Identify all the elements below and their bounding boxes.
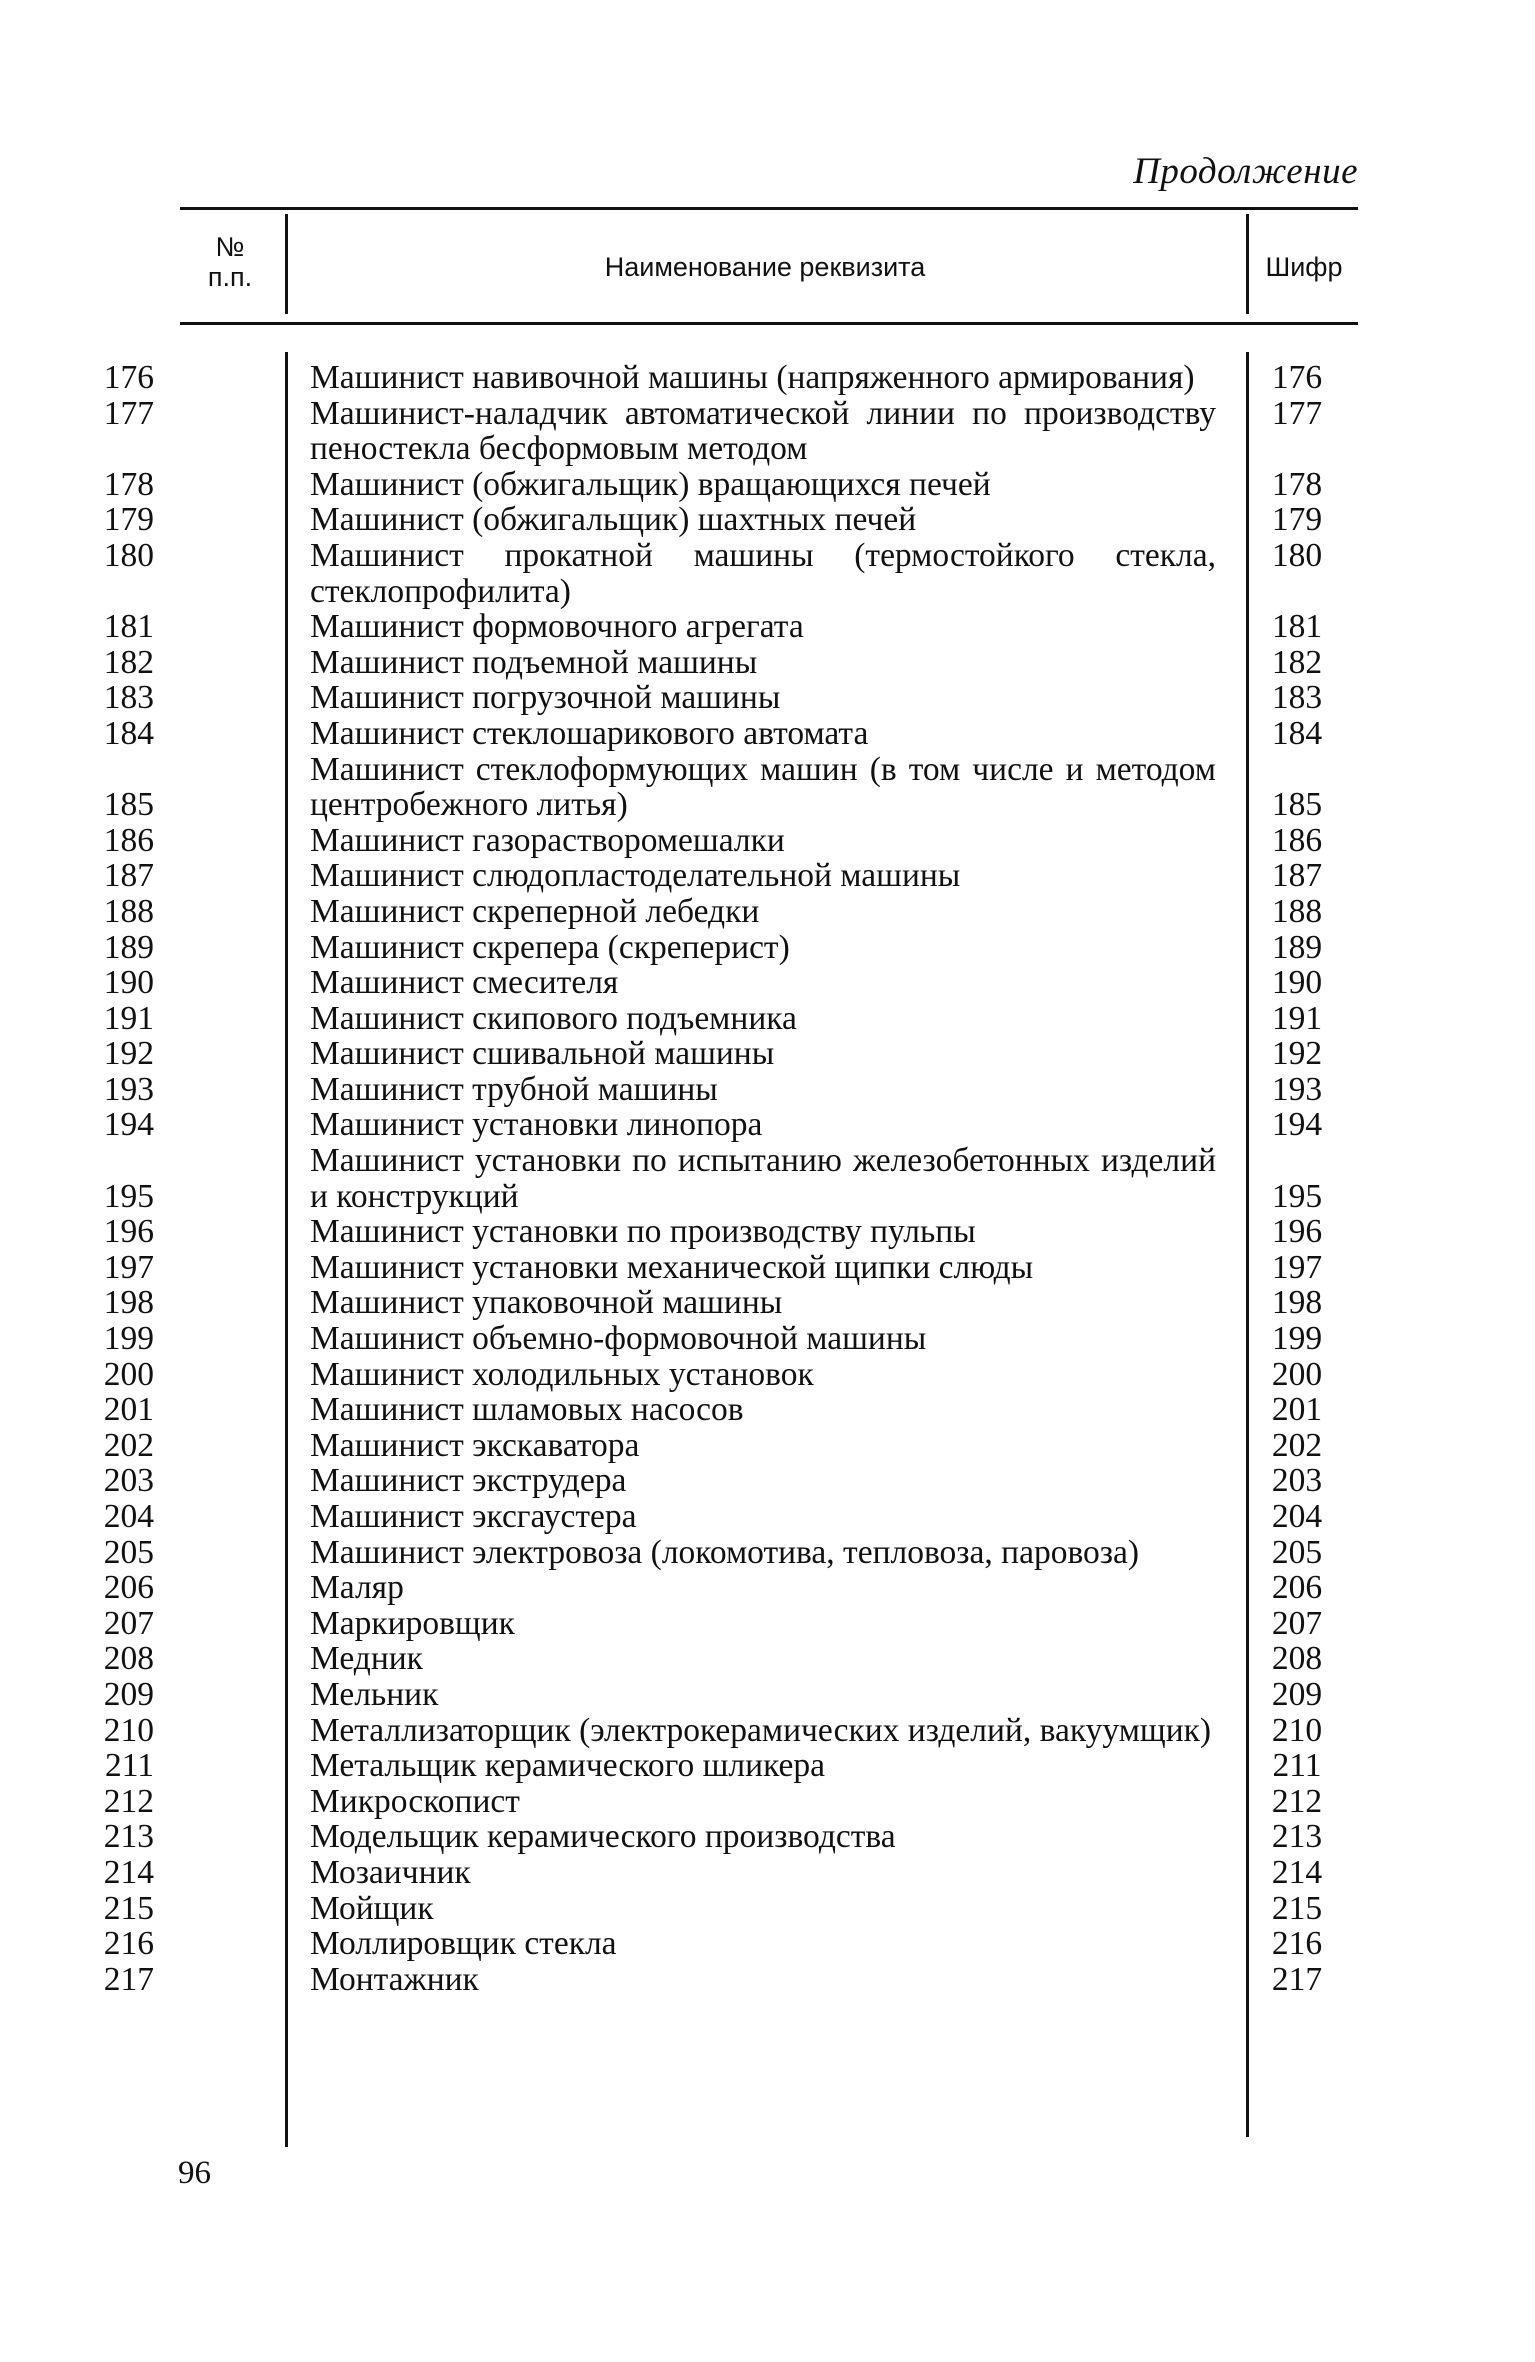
table-row	[0, 1001, 1535, 1037]
row-number: 184	[103, 714, 154, 752]
row-number: 217	[103, 1960, 154, 1998]
table-row	[0, 1784, 1535, 1820]
row-number: 202	[103, 1426, 154, 1464]
row-code: 211	[1272, 1747, 1322, 1785]
row-name: Машинист установки механической щипки слюды	[310, 1248, 1034, 1286]
row-code: 199	[1271, 1320, 1323, 1358]
row-code: 195	[1271, 1177, 1323, 1215]
row-code: 196	[1271, 1213, 1323, 1251]
row-name: Монтажник	[310, 1960, 479, 1998]
row-code: 184	[1271, 714, 1323, 752]
row-number: 203	[103, 1462, 154, 1500]
table-row	[0, 1321, 1535, 1357]
row-name: Маляр	[310, 1569, 404, 1607]
row-name: Машинист погрузочной машины	[310, 679, 781, 717]
row-code: 210	[1271, 1711, 1323, 1749]
row-name: Машинист скрепера (скреперист)	[310, 928, 790, 966]
table-row	[0, 1891, 1535, 1927]
row-name: Машинист стеклоформующих машин (в том числе и методом центробежного литья)	[310, 750, 1216, 824]
table-row	[0, 360, 1535, 396]
table-row	[0, 716, 1535, 752]
row-name: Машинист установки по испытанию железобетонных изделий и конструкций	[310, 1142, 1216, 1215]
row-number: 183	[103, 679, 154, 717]
row-number: 179	[103, 501, 154, 539]
column-header-number	[180, 232, 280, 292]
row-code: 202	[1271, 1426, 1323, 1464]
row-name: Машинист установки по производству пульпы	[310, 1213, 976, 1251]
row-number: 197	[103, 1248, 154, 1286]
row-name: Машинист скреперной лебедки	[310, 892, 760, 930]
row-code: 207	[1271, 1604, 1323, 1642]
row-name: Машинист скипового подъемника	[310, 999, 797, 1037]
row-code: 179	[1271, 501, 1323, 539]
row-code: 189	[1271, 928, 1323, 966]
row-code: 187	[1271, 857, 1323, 895]
row-name: Машинист установки линопора	[310, 1106, 763, 1144]
table-row	[0, 1285, 1535, 1321]
row-code: 198	[1271, 1284, 1323, 1322]
table-row	[0, 1072, 1535, 1108]
table-row	[0, 965, 1535, 1001]
row-code: 188	[1271, 892, 1323, 930]
row-name: Машинист навивочной машины (напряженного армирования)	[310, 359, 1195, 396]
row-number: 205	[103, 1533, 154, 1571]
row-number: 214	[103, 1853, 154, 1891]
table-row	[0, 1535, 1535, 1571]
table-row	[0, 1570, 1535, 1606]
table-row	[0, 645, 1535, 681]
row-code: 193	[1271, 1070, 1323, 1108]
table-row	[0, 858, 1535, 894]
row-code: 178	[1271, 465, 1323, 503]
table-row	[0, 1463, 1535, 1499]
row-name: Мельник	[310, 1675, 439, 1713]
table-top-rule	[180, 207, 1358, 210]
table-row	[0, 1036, 1535, 1072]
column-divider	[285, 214, 288, 314]
table-row	[0, 1926, 1535, 1962]
table-row	[0, 609, 1535, 645]
table-row	[0, 1499, 1535, 1535]
row-code: 186	[1271, 821, 1323, 859]
row-code: 204	[1271, 1498, 1323, 1535]
row-code: 194	[1271, 1106, 1323, 1144]
row-number: 181	[103, 608, 154, 646]
row-name: Машинист объемно-формовочной машины	[310, 1320, 927, 1358]
row-number: 212	[103, 1782, 154, 1820]
table-row	[0, 538, 1535, 609]
row-name: Машинист холодильных установок	[310, 1355, 814, 1393]
row-number: 177	[103, 394, 154, 432]
table-row	[0, 1428, 1535, 1464]
row-code: 212	[1271, 1782, 1323, 1820]
table-row	[0, 1748, 1535, 1784]
row-name: Машинист экскаватора	[310, 1426, 640, 1464]
row-number: 201	[103, 1391, 154, 1429]
page-number: 96	[178, 2155, 211, 2191]
row-number: 211	[104, 1747, 154, 1785]
row-number: 190	[103, 964, 154, 1002]
row-name: Машинист-наладчик автоматической линии по производству пеностекла бесформовым методом	[310, 394, 1216, 468]
row-code: 176	[1271, 359, 1323, 396]
table-row	[0, 1357, 1535, 1393]
row-number: 193	[103, 1070, 154, 1108]
row-code: 216	[1271, 1925, 1323, 1963]
row-number: 191	[103, 999, 154, 1037]
row-number: 189	[103, 928, 154, 966]
table-row	[0, 1677, 1535, 1713]
row-name: Машинист эксгаустера	[310, 1498, 637, 1535]
row-name: Моллировщик стекла	[310, 1925, 617, 1963]
table-row	[0, 1250, 1535, 1286]
table-row	[0, 1855, 1535, 1891]
row-number: 215	[103, 1889, 154, 1927]
table-row	[0, 1392, 1535, 1428]
row-name: Машинист трубной машины	[310, 1070, 718, 1108]
row-code: 192	[1271, 1035, 1323, 1073]
table-row	[0, 467, 1535, 503]
row-name: Металлизаторщик (электрокерамических изделий, вакуумщик)	[310, 1711, 1212, 1749]
row-name: Машинист слюдопластоделательной машины	[310, 857, 961, 895]
row-code: 201	[1271, 1391, 1323, 1429]
row-number: 192	[103, 1035, 154, 1073]
row-name: Микроскопист	[310, 1782, 520, 1820]
table-row	[0, 823, 1535, 859]
row-number: 187	[103, 857, 154, 895]
row-name: Машинист сшивальной машины	[310, 1035, 775, 1073]
row-name: Машинист смесителя	[310, 964, 619, 1002]
row-name: Машинист стеклошарикового автомата	[310, 714, 869, 752]
row-code: 206	[1271, 1569, 1323, 1607]
row-code: 208	[1271, 1640, 1323, 1678]
row-code: 215	[1271, 1889, 1323, 1927]
row-name: Машинист (обжигальщик) вращающихся печей	[310, 465, 991, 503]
row-number: 200	[103, 1355, 154, 1393]
table-row	[0, 752, 1535, 823]
row-name: Медник	[310, 1640, 423, 1678]
row-code: 200	[1271, 1355, 1323, 1393]
table-row	[0, 1713, 1535, 1749]
row-code: 197	[1271, 1248, 1323, 1286]
row-name: Машинист подъемной машины	[310, 643, 758, 681]
row-number: 180	[103, 536, 154, 574]
column-header-code: Шифр	[1265, 252, 1343, 282]
row-code: 213	[1271, 1818, 1323, 1856]
row-code: 180	[1271, 536, 1323, 574]
row-name: Машинист шламовых насосов	[310, 1391, 744, 1429]
table-row	[0, 1641, 1535, 1677]
row-name: Модельщик керамического производства	[310, 1818, 896, 1856]
row-name: Машинист экструдера	[310, 1462, 627, 1500]
row-number: 208	[103, 1640, 154, 1678]
row-number: 195	[103, 1177, 154, 1215]
row-number: 178	[103, 465, 154, 503]
row-code: 217	[1271, 1960, 1323, 1998]
row-number: 185	[103, 786, 154, 824]
row-number: 194	[103, 1106, 154, 1144]
row-code: 191	[1271, 999, 1323, 1037]
row-code: 190	[1271, 964, 1323, 1002]
row-number: 176	[103, 359, 154, 396]
row-name: Машинист прокатной машины (термостойкого стекла, стеклопрофилита)	[310, 536, 1216, 610]
row-name: Машинист газорастворомешалки	[310, 821, 785, 859]
row-name: Машинист упаковочной машины	[310, 1284, 783, 1322]
table-header-rule	[180, 322, 1358, 325]
row-number: 186	[103, 821, 154, 859]
table-row	[0, 680, 1535, 716]
table-row	[0, 396, 1535, 467]
row-name: Мойщик	[310, 1889, 434, 1927]
row-name: Машинист электровоза (локомотива, тепловоза, паровоза)	[310, 1533, 1140, 1571]
table-row	[0, 1819, 1535, 1855]
row-number: 182	[103, 643, 154, 681]
row-number: 198	[103, 1284, 154, 1322]
table-row	[0, 1107, 1535, 1143]
header-number-sign: №	[215, 232, 245, 262]
table-row	[0, 894, 1535, 930]
row-number: 196	[103, 1213, 154, 1251]
row-code: 205	[1271, 1533, 1323, 1571]
row-name: Мозаичник	[310, 1853, 471, 1891]
row-number: 207	[103, 1604, 154, 1642]
row-code: 181	[1271, 608, 1323, 646]
table-body	[0, 360, 1535, 1997]
row-code: 177	[1271, 394, 1323, 432]
table-row	[0, 1214, 1535, 1250]
table-row	[0, 502, 1535, 538]
row-name: Машинист формовочного агрегата	[310, 608, 804, 646]
row-number: 210	[103, 1711, 154, 1749]
row-name: Машинист (обжигальщик) шахтных печей	[310, 501, 917, 539]
row-number: 209	[103, 1675, 154, 1713]
table-row	[0, 930, 1535, 966]
row-number: 213	[103, 1818, 154, 1856]
row-number: 206	[103, 1569, 154, 1607]
column-divider	[1246, 214, 1249, 314]
row-name: Метальщик керамического шликера	[310, 1747, 825, 1785]
row-code: 203	[1271, 1462, 1323, 1500]
table-row	[0, 1606, 1535, 1642]
header-number-abbr: п.п.	[207, 262, 253, 292]
table-row	[0, 1962, 1535, 1998]
row-code: 182	[1271, 643, 1323, 681]
row-number: 188	[103, 892, 154, 930]
row-code: 183	[1271, 679, 1323, 717]
row-code: 214	[1271, 1853, 1323, 1891]
row-number: 199	[103, 1320, 154, 1358]
row-code: 185	[1271, 786, 1323, 824]
row-code: 209	[1271, 1675, 1323, 1713]
table-row	[0, 1143, 1535, 1214]
row-name: Маркировщик	[310, 1604, 515, 1642]
continuation-label: Продолжение	[1133, 151, 1358, 192]
row-number: 216	[103, 1925, 154, 1963]
row-number: 204	[103, 1498, 154, 1535]
column-header-name: Наименование реквизита	[604, 252, 926, 282]
